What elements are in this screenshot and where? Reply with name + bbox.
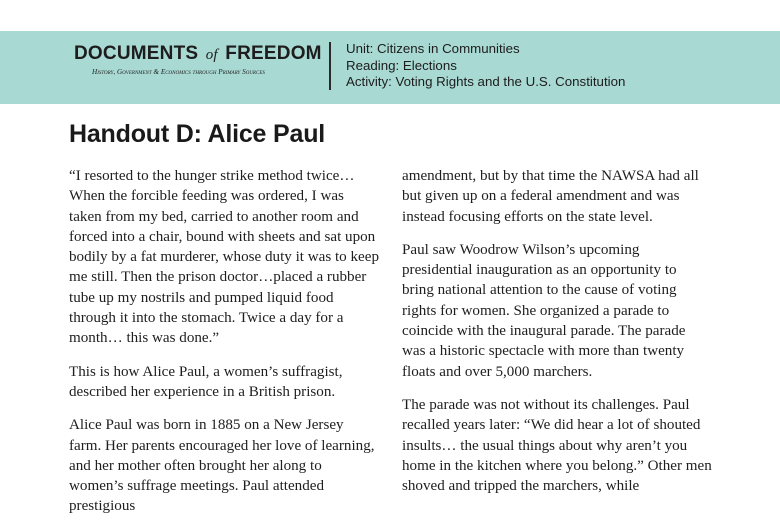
unit-label: Unit: Citizens in Communities: [346, 41, 520, 56]
paragraph-intro: This is how Alice Paul, a women’s suffragist, described her experience in a British prison.: [69, 363, 343, 400]
header-divider: [329, 42, 331, 90]
paragraph-inauguration: Paul saw Woodrow Wilson’s upcoming presidential inauguration as an opportunity to bring national attention to the cause of voting rights for women. She organized a parade to coincide with the inaugural parade. The parade was a historic spectacle with more than twenty floats and over 5,000 marchers.: [402, 241, 686, 380]
paragraph-biography: Alice Paul was born in 1885 on a New Jersey farm. Her parents encouraged her love of learning, and her mother often brought her along to women’s suffrage meetings. Paul attended prestigious: [69, 417, 375, 515]
paragraph-quote: “I resorted to the hunger strike method twice… When the forcible feeding was ordered, I was taken from my bed, carried to another room and forced into a chair, bound with sheets and sat upon bodily by a fat murderer, whose duty it was to keep me still. Then the prison doctor…placed a rubber tube up my nostrils and pumped liquid food through it into the stomach. Twice a day for a month… this was done.”: [69, 168, 379, 347]
activity-label: Activity: Voting Rights and the U.S. Constitution: [346, 74, 626, 90]
logo-subtitle: History, Government & Economics through Primary Sources: [92, 68, 265, 76]
unit-info: [346, 41, 625, 91]
paragraph-amendment: amendment, but by that time the NAWSA had all but given up on a federal amendment and was instead focusing efforts on the state level.: [402, 168, 699, 225]
right-column: [402, 166, 712, 509]
logo-title: DOCUMENTS of FREEDOM: [74, 43, 322, 64]
reading-label: Reading: Elections: [346, 57, 457, 73]
header-banner: [0, 31, 780, 104]
handout-title: Handout D: Alice Paul: [69, 120, 326, 148]
documents-of-freedom-logo[interactable]: [74, 44, 322, 76]
paragraph-parade: The parade was not without its challenges. Paul recalled years later: “We did hear a lot of shouted insults… the usual things about why aren’t you home in the kitchen where you belong.” Other men shoved and tripped the marchers, while: [402, 396, 712, 495]
left-column: [69, 166, 379, 530]
